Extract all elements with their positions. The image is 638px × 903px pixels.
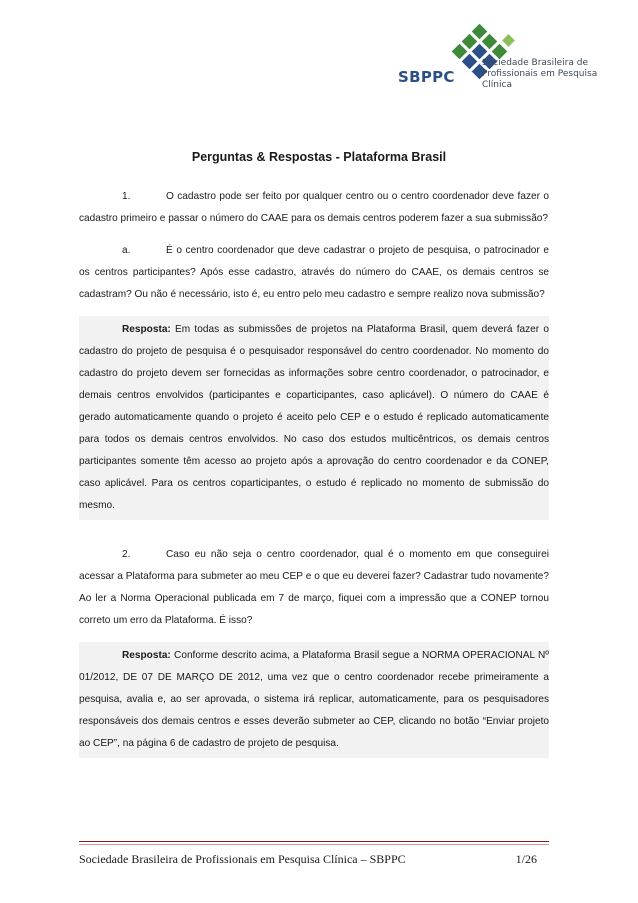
logo-acronym: SBPPC xyxy=(398,68,455,86)
answer-2 xyxy=(79,642,549,758)
footer-text: Sociedade Brasileira de Profissionais em Pesquisa Clínica – SBPPC xyxy=(79,852,406,866)
logo-line-2: Profissionais em Pesquisa Clínica xyxy=(482,69,598,90)
question-2 xyxy=(79,544,549,632)
answer-text: Em todas as submissões de projetos na Plataforma Brasil, quem deverá fazer o cadastro do projeto de pesquisa é o pesquisador responsável do centro coordenador. No momento do cadastro do projeto devem ser fornecidas as informações sobre centro coordenador, o patrocinador, e demais centros envolvidos (participantes e coparticipantes, caso aplicável). O número do CAAE é gerado automaticamente quando o projeto é aceito pelo CEP e o estudo é replicado automaticamente para todos os demais centros envolvidos. No caso dos estudos multicêntricos, os demais centros participantes somente têm acesso ao projeto após a aprovação do centro coordenador e da CONEP, caso aplicável. Para os centros coparticipantes, o estudo é replicado no momento de submissão do mesmo. xyxy=(79,324,549,511)
question-text: Caso eu não seja o centro coordenador, qual é o momento em que conseguirei acessar a Plataforma para submeter ao meu CEP e o que eu deverei fazer? Cadastrar tudo novamente? Ao ler a Norma Operacional publicada em 7 de março, fiquei com a impressão que a CONEP tornou correto um erro da Plataforma. É isso? xyxy=(79,549,549,626)
footer-rule xyxy=(79,841,549,842)
answer-text: Conforme descrito acima, a Plataforma Brasil segue a NORMA OPERACIONAL Nº 01/2012, DE 07 DE MARÇO DE 2012, uma vez que o centro coordenador recebe primeiramente a pesquisa, avalia e, ao ser aprovada, o sistema irá replicar, automaticamente, para os pesquisadores responsáveis dos demais centros e esses deverão submeter ao CEP, clicando no botão “Enviar projeto ao CEP”, na página 6 de cadastro de projeto de pesquisa. xyxy=(79,650,549,749)
sbppc-logo xyxy=(398,22,618,110)
question-number: 2. xyxy=(122,549,131,560)
answer-1 xyxy=(79,316,549,520)
answer-label: Resposta: xyxy=(122,650,171,661)
question-text: É o centro coordenador que deve cadastrar o projeto de pesquisa, o patrocinador e os centros participantes? Após esse cadastro, através do número do CAAE, os demais centros se cadastram? Ou não é necessário, isto é, eu entro pelo meu cadastro e sempre realizo nova submissão? xyxy=(79,245,549,300)
footer-rule-secondary xyxy=(79,844,549,845)
page-title: Perguntas & Respostas - Plataforma Brasil xyxy=(191,150,447,164)
question-1 xyxy=(79,186,549,230)
page-footer xyxy=(79,852,549,867)
question-text: O cadastro pode ser feito por qualquer centro ou o centro coordenador deve fazer o cadastro primeiro e passar o número do CAAE para os demais centros poderem fazer a sua submissão? xyxy=(79,191,549,224)
document-body xyxy=(79,186,549,758)
question-number: a. xyxy=(122,245,131,256)
page-number: 1/26 xyxy=(515,852,537,866)
logo-full-name xyxy=(482,58,618,91)
question-number: 1. xyxy=(122,191,131,202)
question-1a xyxy=(79,240,549,306)
answer-label: Resposta: xyxy=(122,324,171,335)
logo-line-1: Sociedade Brasileira de xyxy=(482,58,588,68)
